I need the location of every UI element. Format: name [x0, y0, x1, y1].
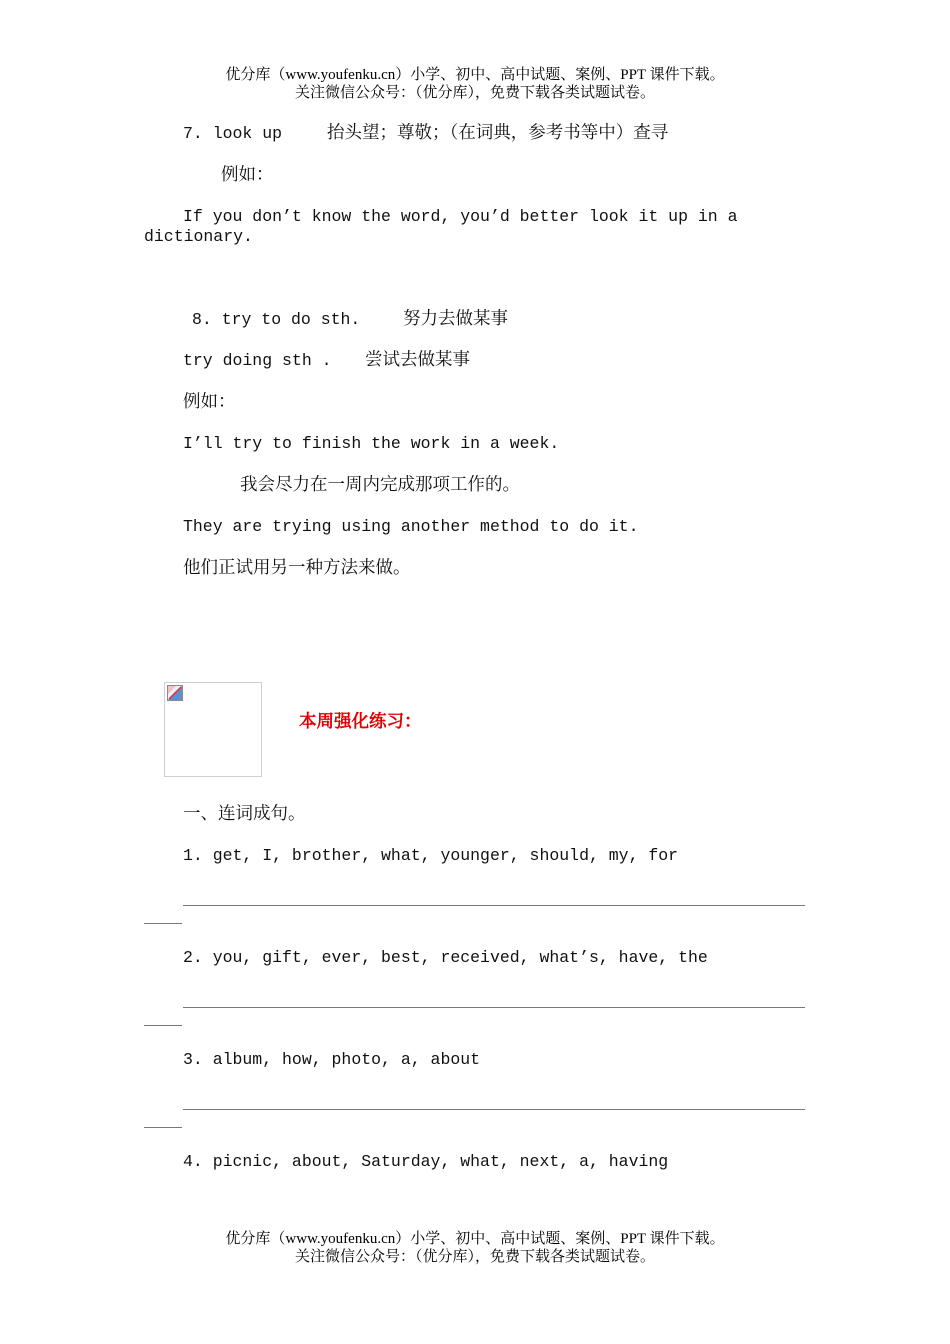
answer-line-3[interactable] — [183, 1109, 805, 1110]
footer-line-2: 关注微信公众号：（优分库），免费下载各类试题试卷。 — [294, 1249, 655, 1265]
practice-title: 本周强化练习： — [299, 712, 422, 732]
item7-example-line-2: dictionary. — [144, 227, 253, 246]
item8-example-label: 例如： — [183, 392, 236, 412]
item7-phrase: 7. look up — [183, 124, 283, 143]
question-2: 2. you, gift, ever, best, received, what’s, have, the — [183, 948, 708, 967]
section-heading: 一、连词成句。 — [183, 804, 306, 824]
broken-image-placeholder — [164, 682, 262, 777]
answer-line-2[interactable] — [183, 1007, 805, 1008]
item8-example-2-en: They are trying using another method to do it. — [183, 517, 639, 536]
item8-phrase-1: 8. try to do sth. — [192, 310, 361, 329]
header-line-2: 关注微信公众号：（优分库），免费下载各类试题试卷。 — [294, 85, 655, 101]
item8-example-1-zh: 我会尽力在一周内完成那项工作的。 — [240, 475, 520, 495]
broken-image-icon — [167, 685, 183, 701]
item7-example-line-1: If you don’t know the word, you’d better look it up in a — [183, 207, 738, 226]
question-1: 1. get, I, brother, what, younger, should, my, for — [183, 846, 679, 865]
item8-example-1-en: I’ll try to finish the work in a week. — [183, 434, 560, 453]
item8-meaning-1: 努力去做某事 — [403, 309, 508, 329]
question-3: 3. album, how, photo, a, about — [183, 1050, 481, 1069]
answer-line-1-continuation — [144, 923, 182, 924]
item8-phrase-2: try doing sth . — [183, 351, 332, 370]
footer-line-1: 优分库（www.youfenku.cn）小学、初中、高中试题、案例、PPT 课件下载。 — [225, 1231, 725, 1247]
item8-meaning-2: 尝试去做某事 — [365, 350, 470, 370]
answer-line-3-continuation — [144, 1127, 182, 1128]
answer-line-2-continuation — [144, 1025, 182, 1026]
header-line-1: 优分库（www.youfenku.cn）小学、初中、高中试题、案例、PPT 课件下载。 — [225, 67, 725, 83]
item7-example-label: 例如： — [221, 165, 274, 185]
question-4: 4. picnic, about, Saturday, what, next, a, having — [183, 1152, 669, 1171]
item7-meaning: 抬头望；尊敬；（在词典，参考书等中）查寻 — [327, 123, 669, 143]
item8-example-2-zh: 他们正试用另一种方法来做。 — [183, 558, 411, 578]
answer-line-1[interactable] — [183, 905, 805, 906]
